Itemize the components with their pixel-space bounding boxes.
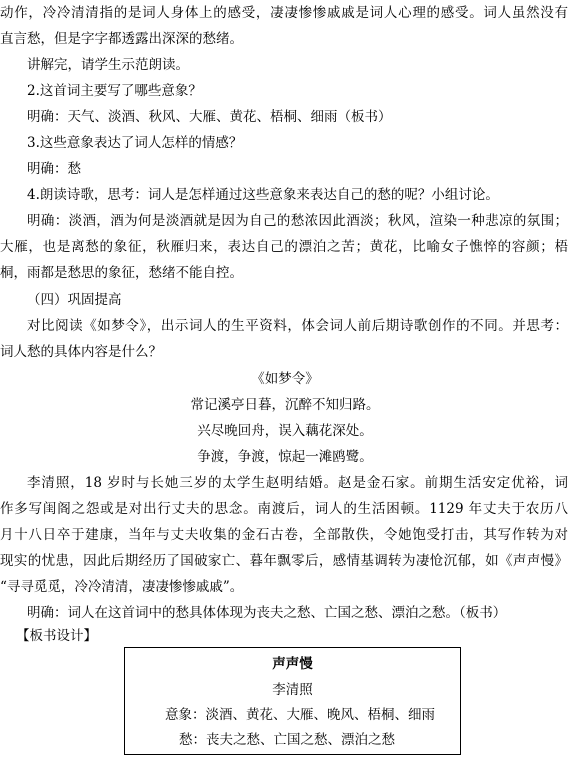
answer-line: 明确：愁 bbox=[27, 161, 81, 177]
paragraph-line: 动作，冷冷清清指的是词人身体上的感受，凄凄惨惨戚戚是词人心理的感受。词人虽然没有 bbox=[0, 5, 568, 21]
board-title: 声声慢 bbox=[272, 656, 313, 672]
board-design-box bbox=[124, 647, 461, 755]
paragraph-line: 直言愁，但是字字都透露出深深的愁绪。 bbox=[0, 31, 243, 47]
answer-line: 大雁，也是离愁的象征，秋雁归来，表达自己的漂泊之苦；黄花，比喻女子憔悴的容颜；梧 bbox=[0, 239, 568, 255]
bio-line: 月十八日卒于建康，当年与丈夫收集的金石古卷，全部散佚，令她饱受打击，其写作转为对 bbox=[0, 527, 568, 543]
bio-line: 李清照，18 岁时与长她三岁的太学生赵明结婚。赵是金石家。前期生活安定优裕，词 bbox=[27, 475, 568, 491]
question-line: 3.这些意象表达了词人怎样的情感？ bbox=[27, 135, 243, 151]
board-author: 李清照 bbox=[272, 682, 313, 698]
paragraph-line: 对比阅读《如梦令》，出示词人的生平资料，体会词人前后期诗歌创作的不同。并思考： bbox=[27, 318, 568, 334]
paragraph-line: 词人愁的具体内容是什么？ bbox=[0, 344, 162, 360]
bio-line: 现实的忧患，因此后期经历了国破家亡、暮年飘零后，感情基调转为凄怆沉郁，如《声声慢》 bbox=[0, 553, 568, 569]
board-sorrow: 愁：丧夫之愁、亡国之愁、漂泊之愁 bbox=[179, 732, 395, 748]
paragraph-line: 讲解完，请学生示范朗读。 bbox=[27, 57, 189, 73]
poem-line: 争渡，争渡，惊起一滩鸥鹭。 bbox=[197, 449, 373, 465]
poem-line: 常记溪亭日暮，沉醉不知归路。 bbox=[190, 397, 380, 413]
poem-line: 兴尽晚回舟，误入藕花深处。 bbox=[197, 423, 373, 439]
conclusion-line: 明确：词人在这首词中的愁具体体现为丧夫之愁、亡国之愁、漂泊之愁。（板书） bbox=[27, 605, 507, 621]
question-line: 2.这首词主要写了哪些意象？ bbox=[27, 83, 202, 99]
bio-line: “寻寻觅觅，冷冷清清，凄凄惨惨戚戚”。 bbox=[0, 579, 244, 595]
answer-line: 桐，雨都是愁思的象征，愁绪不能自控。 bbox=[0, 265, 243, 281]
answer-line: 明确：天气、淡酒、秋风、大雁、黄花、梧桐、细雨（板书） bbox=[27, 109, 392, 125]
poem-title: 《如梦令》 bbox=[251, 371, 319, 387]
question-line: 4.朗读诗歌，思考：词人是怎样通过这些意象来表达自己的愁的呢？小组讨论。 bbox=[27, 187, 499, 203]
answer-line: 明确：淡酒，酒为何是淡酒就是因为自己的愁浓因此酒淡；秋风，渲染一种悲凉的氛围； bbox=[27, 213, 568, 229]
section-heading: （四）巩固提高 bbox=[27, 292, 122, 308]
board-imagery: 意象：淡酒、黄花、大雁、晚风、梧桐、细雨 bbox=[165, 707, 435, 723]
board-design-heading: 【板书设计】 bbox=[16, 628, 97, 644]
bio-line: 作多写闺阁之怨或是对出行丈夫的思念。南渡后，词人的生活困顿。1129 年丈夫于农历八 bbox=[0, 501, 568, 517]
